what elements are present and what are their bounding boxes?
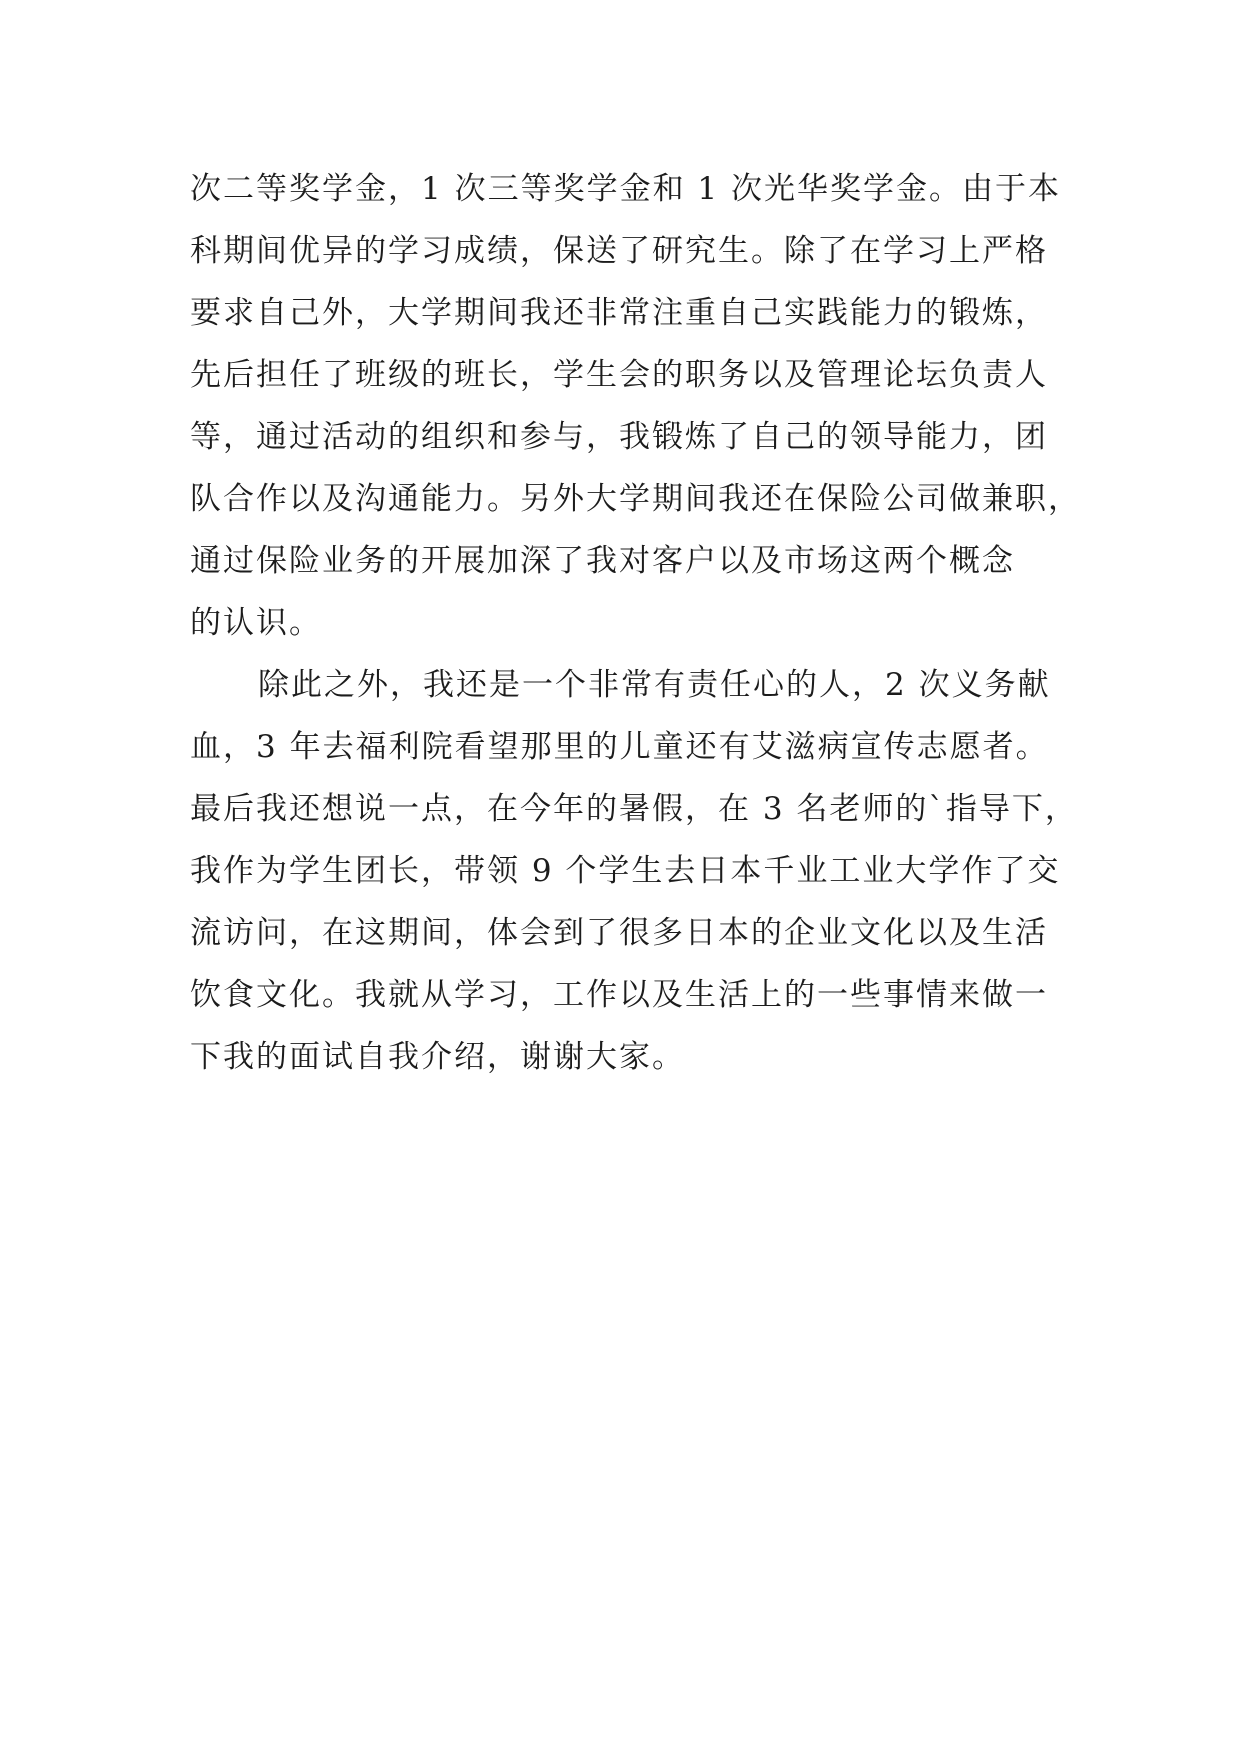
text-line: 血，3 年去福利院看望那里的儿童还有艾滋病宣传志愿者。: [190, 729, 1049, 765]
text-line: 流访问，在这期间，体会到了很多日本的企业文化以及生活: [190, 915, 1048, 951]
text-line-indented: 除此之外，我还是一个非常有责任心的人，2 次义务献: [258, 667, 1051, 703]
text-line: 通过保险业务的开展加深了我对客户以及市场这两个概念: [190, 543, 1015, 579]
text-line: 科期间优异的学习成绩，保送了研究生。除了在学习上严格: [190, 233, 1048, 269]
text-line: 要求自己外，大学期间我还非常注重自己实践能力的锻炼，: [190, 295, 1048, 331]
document-body: [190, 158, 1081, 1088]
text-line: 次二等奖学金，1 次三等奖学金和 1 次光华奖学金。由于本: [190, 171, 1062, 207]
text-line: 最后我还想说一点，在今年的暑假，在 3 名老师的`指导下，: [190, 791, 1078, 827]
text-line: 的认识。: [190, 605, 322, 641]
text-line: 等，通过活动的组织和参与，我锻炼了自己的领导能力，团: [190, 419, 1048, 455]
text-line: 下我的面试自我介绍，谢谢大家。: [190, 1039, 685, 1075]
text-line: 饮食文化。我就从学习，工作以及生活上的一些事情来做一: [190, 977, 1048, 1013]
text-line: 队合作以及沟通能力。另外大学期间我还在保险公司做兼职，: [190, 481, 1081, 517]
paragraph-closing: [190, 654, 1078, 1088]
paragraph-continuation: [190, 158, 1081, 654]
text-line: 我作为学生团长，带领 9 个学生去日本千业工业大学作了交: [190, 853, 1061, 889]
text-line: 先后担任了班级的班长，学生会的职务以及管理论坛负责人: [190, 357, 1048, 393]
